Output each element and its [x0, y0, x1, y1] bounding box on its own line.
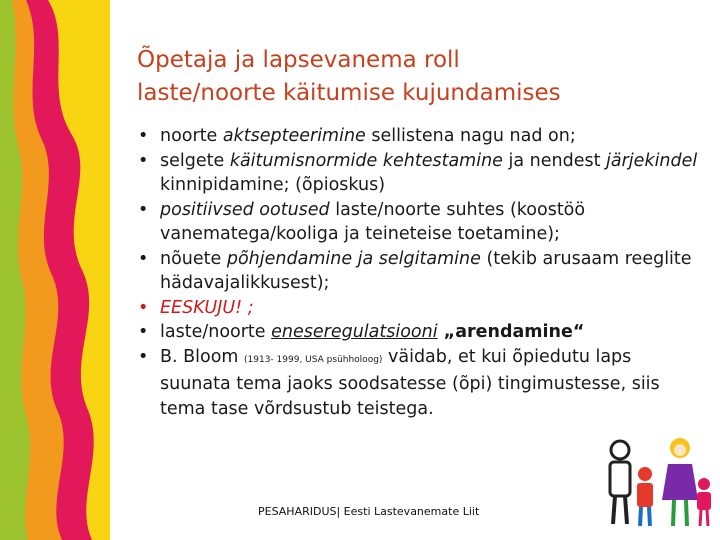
bullet-icon: • [138, 322, 149, 342]
bullet-emphasis: aktsepteerimine [222, 126, 366, 146]
bullet-bold: „arendamine“ [437, 322, 585, 342]
bullet-text: (tekib arusaam reeglite hädavajalikkusest); [160, 248, 692, 293]
bullet-text: sellistena nagu nad on; [365, 126, 576, 146]
page-title [137, 44, 697, 110]
bullet-icon: • [138, 150, 149, 171]
list-item [130, 149, 705, 198]
bullet-text: kinnipidamine; (õpioskus) [160, 175, 386, 195]
list-item [130, 124, 705, 149]
bullet-emphasis: põhjendamine ja selgitamine [226, 248, 481, 269]
bullet-icon: • [138, 248, 149, 269]
bullet-text: nõuete [160, 248, 227, 269]
family-figures-icon [600, 430, 718, 530]
bullet-emphasis: positiivsed ootused [160, 199, 330, 220]
bullet-icon: • [138, 346, 149, 367]
bullet-text: väidab, et kui õpiedutu laps suunata tema jaoks soodsatesse (õpi) tingimustesse, siis tema tase võrdsustub teistega. [160, 346, 660, 419]
bullet-text: ja nendest [502, 150, 607, 171]
bullet-emphasis: EESKUJU! ; [160, 297, 254, 318]
bullet-text: selgete [160, 150, 230, 171]
bullet-icon: • [138, 126, 149, 146]
colorful-wave-decoration [0, 0, 120, 540]
list-item [130, 320, 705, 345]
bullet-emphasis: käitumisnormide kehtestamine [229, 150, 503, 171]
bullet-emphasis: järjekindel [606, 150, 698, 171]
list-item [130, 296, 705, 321]
bullet-text: laste/noorte suhtes (koostöö vanematega/kooliga ja teineteise toetamine); [160, 199, 586, 244]
bullet-text: B. Bloom [160, 346, 245, 367]
list-item [130, 198, 705, 247]
title-line-1: Õpetaja ja lapsevanema roll [137, 47, 460, 73]
bullet-icon: • [138, 297, 149, 318]
bullet-text: laste/noorte [160, 322, 272, 342]
bullet-icon: • [138, 199, 149, 220]
list-item [130, 247, 705, 296]
bullet-small-note: (1913- 1999, USA psühholoog) [244, 354, 383, 365]
list-item [130, 345, 705, 422]
footer-text: PESAHARIDUS| Eesti Lastevanemate Liit [258, 505, 480, 518]
bullet-text: noorte [160, 126, 223, 146]
bullet-list [130, 124, 705, 421]
title-line-2: laste/noorte käitumise kujundamises [137, 80, 561, 106]
bullet-emphasis: eneseregulatsiooni [271, 322, 438, 342]
